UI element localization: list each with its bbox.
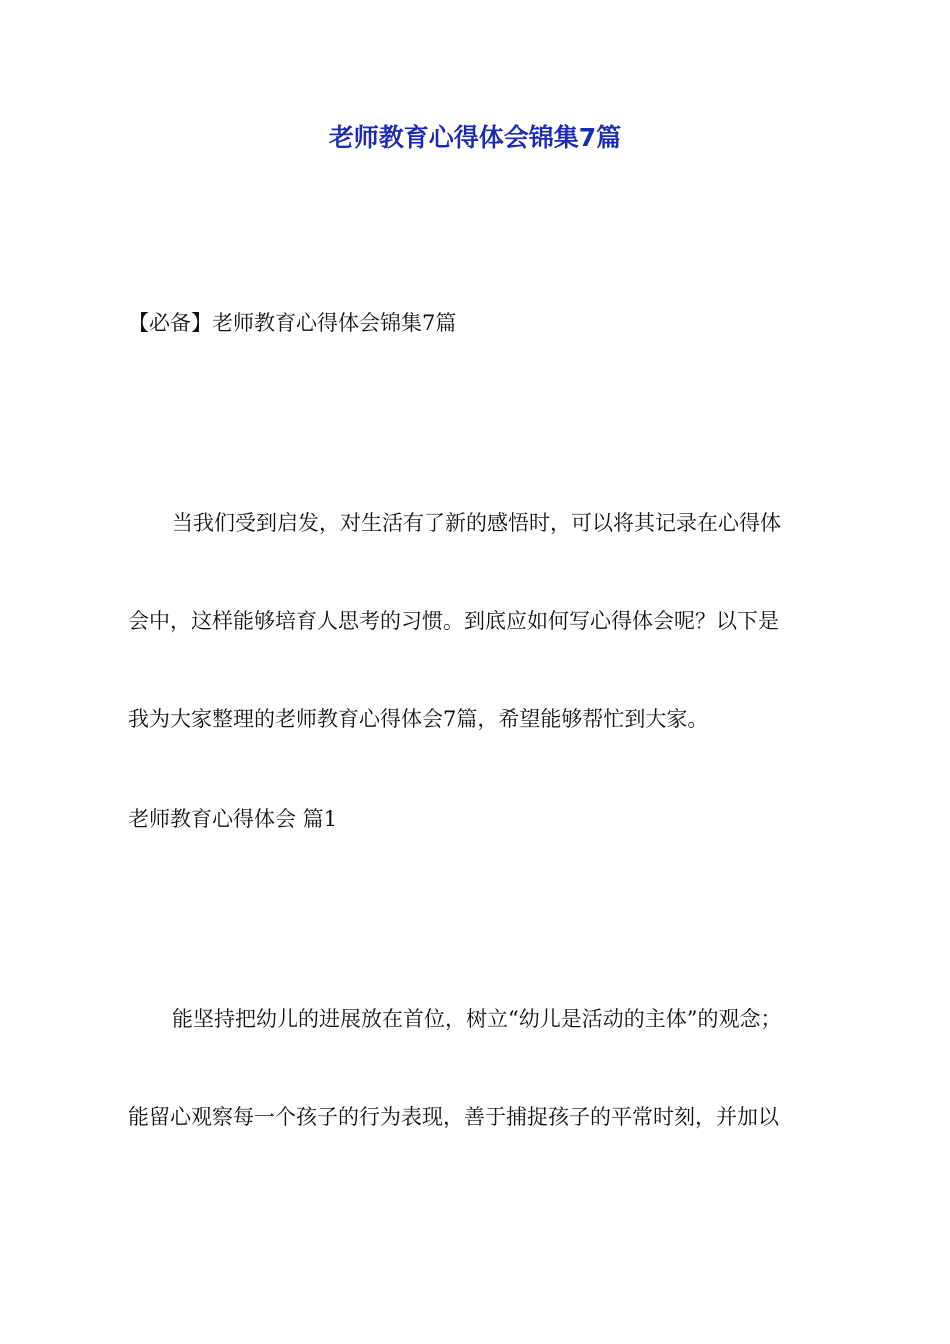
section-line: 能坚持把幼儿的进展放在首位，树立“幼儿是活动的主体”的观念； — [172, 1007, 782, 1031]
section-line: 能留心观察每一个孩子的行为表现，善于捕捉孩子的平常时刻，并加以 — [128, 1105, 779, 1129]
document-subtitle: 【必备】老师教育心得体会锦集7篇 — [128, 311, 457, 335]
section-heading: 老师教育心得体会 篇1 — [128, 807, 338, 831]
document-title: 老师教育心得体会锦集7篇 — [328, 123, 622, 152]
intro-line: 当我们受到启发，对生活有了新的感悟时，可以将其记录在心得体 — [172, 511, 781, 535]
intro-line: 会中，这样能够培育人思考的习惯。到底应如何写心得体会呢？以下是 — [128, 609, 779, 633]
intro-line: 我为大家整理的老师教育心得体会7篇，希望能够帮忙到大家。 — [128, 707, 709, 731]
